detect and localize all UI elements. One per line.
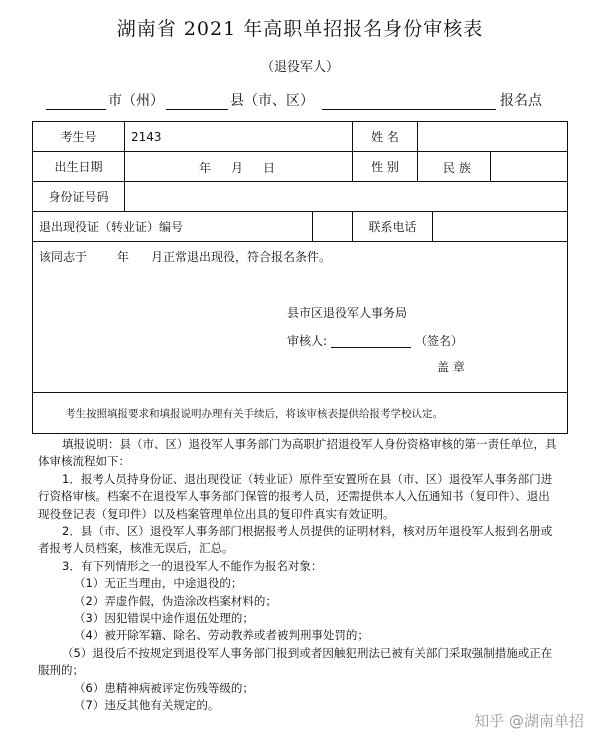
condition-5: （5）退役后不按规定到退役军人事务部门报到或者因触犯刑法已被有关部门采取强制措施或正在服刑的；: [38, 645, 553, 678]
year-label: 年: [199, 161, 212, 175]
table-footnote: 考生按照填报要求和填报说明办理有关手续后，将该审核表提供给报考学校认定。: [33, 393, 568, 434]
ethnicity-label: 民 族: [443, 161, 471, 175]
form-subtitle: （退役军人）: [260, 60, 339, 75]
watermark: 知乎 @湖南单招: [474, 712, 584, 730]
id-label: 身份证号码: [33, 182, 125, 212]
condition-6: （6）患精神病被评定伤残等级的；: [74, 680, 254, 695]
note-step-3: 3．有下列情形之一的退役军人不能作为报名对象：: [62, 558, 323, 573]
statement-part1: 该同志于: [39, 250, 88, 264]
site-label: 报名点: [500, 93, 542, 109]
form-title: 湖南省 2021 年高职单招报名身份审核表: [116, 18, 484, 40]
id-value[interactable]: [125, 182, 568, 212]
city-blank[interactable]: [46, 93, 106, 110]
name-label: 姓 名: [353, 122, 418, 152]
instructions: [38, 436, 558, 715]
certification-cell: [33, 242, 568, 393]
county-blank[interactable]: [166, 93, 228, 110]
gender-label: 性 别: [353, 152, 418, 182]
discharge-label: 退出现役证（转业证）编号: [33, 212, 313, 242]
name-value[interactable]: [418, 122, 568, 152]
reviewer-label: 审核人:: [287, 334, 328, 348]
birth-value[interactable]: [125, 152, 353, 182]
ethnicity-cell[interactable]: [443, 152, 568, 182]
reviewer-signature-line[interactable]: [331, 334, 411, 348]
day-label: 日: [263, 161, 276, 175]
city-label: 市（州）: [108, 93, 164, 109]
birth-label: 出生日期: [33, 152, 125, 182]
signature-label: （签名）: [415, 334, 464, 348]
statement-part2: 年: [117, 250, 130, 264]
exam-no-label: 考生号: [33, 122, 125, 152]
condition-2: （2）弄虚作假，伪造涂改档案材料的；: [74, 593, 277, 608]
county-label: 县（市、区）: [230, 93, 314, 109]
condition-4: （4）被开除军籍、除名、劳动教养或者被判刑事处罚的；: [74, 628, 369, 643]
condition-1: （1）无正当理由，中途退役的；: [74, 576, 243, 591]
review-table: [32, 121, 568, 434]
phone-label: 联系电话: [353, 212, 433, 242]
month-label: 月: [231, 161, 244, 175]
note-step-2: 2．县（市、区）退役军人事务部门根据报考人员提供的证明材料，核对历年退役军人报到名册或者报考人员档案，核准无误后，汇总。: [38, 524, 553, 556]
note-intro: 填报说明：县（市、区）退役军人事务部门为高职扩招退役军人身份资格审核的第一责任单位，具体审核流程如下：: [38, 437, 557, 469]
location-row: [40, 88, 570, 110]
seal-label: 盖 章: [437, 360, 465, 374]
phone-value[interactable]: [433, 212, 568, 242]
note-step-1: 1．报考人员持身份证、退出现役证（转业证）原件至安置所在县（市、区）退役军人事务部门进行资格审核。档案不在退役军人事务部门保管的报考人员，还需提供本人入伍通知书（复印件）、退出现役登记表（复印件）以及档案管理单位出具的复印件真实有效证明。: [38, 471, 553, 521]
condition-3: （3）因犯错误中途作退伍处理的；: [74, 611, 254, 626]
office-name: 县市区退役军人事务局: [287, 306, 408, 320]
condition-7: （7）违反其他有关规定的。: [74, 698, 220, 713]
discharge-value[interactable]: [313, 212, 353, 242]
statement-part3: 月正常退出现役，符合报名条件。: [151, 250, 332, 264]
site-blank[interactable]: [322, 93, 496, 110]
exam-no-value[interactable]: 2143: [125, 122, 353, 152]
